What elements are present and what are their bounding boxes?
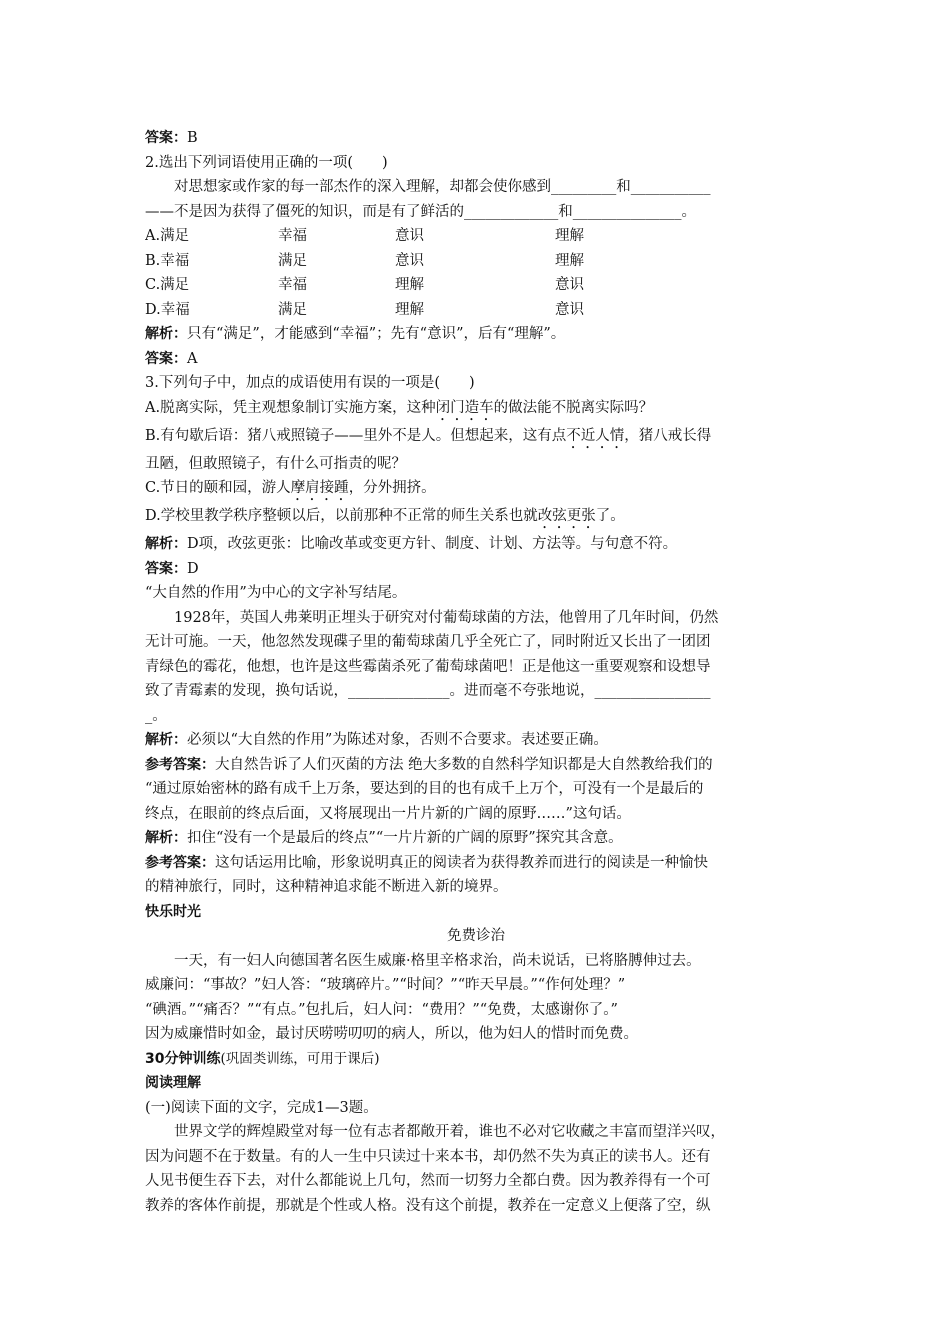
- section-heading-fun: 快乐时光: [145, 903, 201, 920]
- q2-option-d: D.幸福 满足 理解 意识: [145, 301, 584, 318]
- q4-intro: “大自然的作用”为中心的文字补写结尾。: [145, 585, 407, 601]
- q2-passage-line-1: 对思想家或作家的每一部杰作的深入理解，却都会使你感到_________和___________: [174, 179, 711, 195]
- story-line-3: “碘酒。”“痛否？”“有点。”包扎后，妇人问：“费用？”“免费，太感谢你了。”: [145, 1001, 618, 1018]
- emphasized-idiom: 改弦更张: [537, 508, 596, 524]
- q4-analysis: 解析：必须以“大自然的作用”为陈述对象，否则不合要求。表述要正确。: [145, 732, 608, 748]
- q4-reference-answer: 参考答案：大自然告诉了人们灭菌的方法 绝大多数的自然科学知识都是大自然教给我们的: [145, 756, 713, 773]
- q5-analysis: 解析：扣住“没有一个是最后的终点”“一片片新的广阔的原野”探究其含意。: [145, 830, 623, 846]
- q3-option-b-cont: 丑陋，但敢照镜子，有什么可指责的呢？: [145, 455, 406, 472]
- q4-paragraph-line-3: 青绿色的霉花，他想，也许是这些霉菌杀死了葡萄球菌吧！正是他这一重要观察和设想导: [145, 658, 711, 675]
- reading-passage-line-2: 因为问题不在于数量。有的人一生中只读过十来本书，却仍然不失为真正的读书人。还有: [145, 1148, 711, 1165]
- story-title: 免费诊治: [447, 928, 505, 944]
- reading-passage-line-1: 世界文学的辉煌殿堂对每一位有志者都敞开着，谁也不必对它收藏之丰富而望洋兴叹，: [174, 1124, 725, 1140]
- q2-stem: 2.选出下列词语使用正确的一项( ): [145, 154, 388, 171]
- emphasized-idiom: 摩肩接踵: [290, 480, 349, 496]
- q3-option-c: C.节日的颐和园，游人摩肩接踵，分外拥挤。: [145, 480, 436, 496]
- q3-option-a: A.脱离实际，凭主观想象制订实施方案，这种闭门造车的做法能不脱离实际吗？: [145, 399, 654, 416]
- q1-answer: 答案：B: [145, 130, 198, 146]
- q5-quote-line-1: “通过原始密林的路有成千上万条，要达到的目的也有成千上万个，可没有一个是最后的: [145, 781, 704, 797]
- q2-option-a: A.满足 幸福 意识 理解: [145, 228, 584, 244]
- emphasized-idiom: 闭门造车: [435, 399, 494, 416]
- q2-option-c: C.满足 幸福 理解 意识: [145, 277, 584, 293]
- q2-analysis: 解析：只有“满足”，才能感到“幸福”；先有“意识”，后有“理解”。: [145, 326, 566, 342]
- q3-option-b: B.有句歇后语：猪八戒照镜子——里外不是人。但想起来，这有点不近人情，猪八戒长得: [145, 427, 712, 444]
- q3-stem: 3.下列句子中，加点的成语使用有误的一项是( ): [145, 375, 475, 391]
- document-body: [145, 126, 807, 1218]
- q3-analysis: 解析：D项，改弦更张：比喻改革或变更方针、制度、计划、方法等。与句意不符。: [145, 536, 678, 552]
- q2-answer: 答案：A: [145, 350, 198, 367]
- reading-instruction: (一)阅读下面的文字，完成1—3题。: [145, 1099, 378, 1116]
- q5-reference-answer-cont: 的精神旅行，同时，这种精神追求能不断进入新的境界。: [145, 879, 508, 895]
- q4-paragraph-line-4: 致了青霉素的发现，换句话说，______________。进而毫不夸张地说，________________: [145, 683, 711, 699]
- story-line-4: 因为威廉惜时如金，最讨厌唠唠叨叨的病人，所以，他为妇人的惜时而免费。: [145, 1026, 638, 1042]
- q3-option-d: D.学校里教学秩序整顿以后，以前那种不正常的师生关系也就改弦更张了。: [145, 508, 625, 524]
- section-heading-reading: 阅读理解: [145, 1075, 201, 1091]
- q3-answer: 答案：D: [145, 560, 199, 577]
- q5-reference-answer: 参考答案：这句话运用比喻，形象说明真正的阅读者为获得教养而进行的阅读是一种愉快: [145, 854, 708, 871]
- q2-passage-line-2: ——不是因为获得了僵死的知识，而是有了鲜活的_____________和_______________。: [145, 203, 696, 220]
- section-heading-training: 30分钟训练(巩固类训练，可用于课后): [145, 1050, 380, 1067]
- q4-paragraph-line-1: 1928年，英国人弗莱明正埋头于研究对付葡萄球菌的方法，他曾用了几年时间，仍然: [174, 609, 719, 626]
- reading-passage-line-4: 教养的客体作前提，那就是个性或人格。没有这个前提，教养在一定意义上便落了空，纵: [145, 1197, 711, 1214]
- q4-paragraph-line-5: _。: [145, 707, 167, 724]
- story-line-1: 一天，有一妇人向德国著名医生威廉·格里辛格求治，尚未说话，已将胳膊伸过去。: [174, 952, 701, 969]
- reading-passage-line-3: 人见书便生吞下去，对什么都能说上几句，然而一切努力全都白费。因为教养得有一个可: [145, 1173, 711, 1189]
- emphasized-idiom: 不近人情: [566, 427, 625, 444]
- q2-option-b: B.幸福 满足 意识 理解: [145, 252, 584, 269]
- story-line-2: 威廉问：“事故？”妇人答：“玻璃碎片。”“时间？”“昨天早晨。”“作何处理？”: [145, 977, 626, 993]
- q4-paragraph-line-2: 无计可施。一天，他忽然发现碟子里的葡萄球菌几乎全死亡了，同时附近又长出了一团团: [145, 634, 711, 650]
- q5-quote-line-2: 终点，在眼前的终点后面，又将展现出一片片新的广阔的原野……”这句话。: [145, 805, 631, 822]
